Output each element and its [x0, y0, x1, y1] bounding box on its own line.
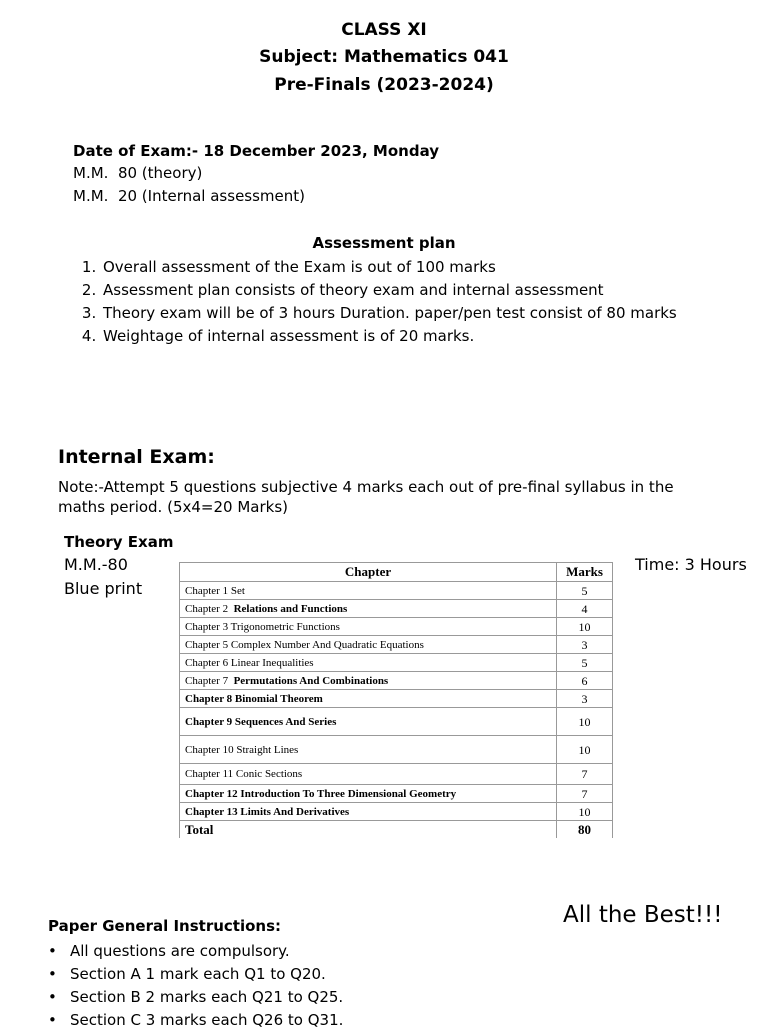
title-term: Pre-Finals (2023-2024): [274, 75, 494, 95]
column-header-chapter: Chapter: [180, 563, 557, 582]
chapter-name: Chapter 11 Conic Sections: [185, 768, 303, 780]
chapter-marks: 7: [557, 785, 613, 803]
total-marks: 80: [557, 821, 613, 839]
total-label: Total: [180, 821, 557, 839]
chapter-name-bold: Chapter 13 Limits And Derivatives: [185, 805, 350, 818]
chapter-marks: 10: [557, 803, 613, 821]
chapter-marks: 3: [557, 690, 613, 708]
chapter-name-bold: Chapter 8 Binomial Theorem: [185, 692, 323, 705]
theory-exam-heading: Theory Exam: [64, 533, 174, 551]
mm-internal: M.M. 20 (Internal assessment): [73, 187, 306, 205]
chapter-marks: 5: [557, 654, 613, 672]
instruction-item: • Section B 2 marks each Q21 to Q25.: [70, 986, 343, 1009]
table-row: [180, 582, 613, 600]
plan-item: 2. Assessment plan consists of theory exam and internal assessment: [101, 279, 768, 302]
blueprint-table: [179, 562, 613, 838]
table-row: [180, 785, 613, 803]
chapter-marks: 7: [557, 764, 613, 785]
table-total-row: [180, 821, 613, 839]
table-row: [180, 654, 613, 672]
blue-print-label: Blue print: [64, 579, 143, 598]
chapter-marks: 10: [557, 708, 613, 736]
chapter-name: Chapter 6 Linear Inequalities: [185, 656, 314, 669]
chapter-name: Chapter 3 Trigonometric Functions: [185, 620, 340, 633]
table-row: [180, 672, 613, 690]
chapter-marks: 3: [557, 636, 613, 654]
table-row: [180, 690, 613, 708]
mm-theory: M.M. 80 (theory): [73, 164, 203, 182]
table-row: [180, 803, 613, 821]
closing-message: All the Best!!!: [563, 902, 723, 928]
table-header-row: [180, 563, 613, 582]
chapter-marks: 10: [557, 618, 613, 636]
plan-item: 3. Theory exam will be of 3 hours Duration. paper/pen test consist of 80 marks: [101, 302, 768, 325]
table-row: [180, 636, 613, 654]
chapter-marks: 5: [557, 582, 613, 600]
plan-item: 4. Weightage of internal assessment is of 20 marks.: [101, 325, 768, 348]
chapter-name: Chapter 1 Set: [185, 584, 245, 597]
table-row: [180, 764, 613, 785]
chapter-name-bold: Relations and Functions: [233, 602, 348, 615]
chapter-name-bold: Chapter 9 Sequences And Series: [185, 715, 337, 728]
chapter-name-bold: Permutations And Combinations: [233, 674, 389, 687]
chapter-name: Chapter 5 Complex Number And Quadratic Equations: [185, 638, 424, 651]
table-row: [180, 708, 613, 736]
assessment-plan-list: [68, 256, 768, 348]
chapter-marks: 6: [557, 672, 613, 690]
chapter-name: Chapter 10 Straight Lines: [185, 743, 299, 756]
instruction-item: • Section A 1 mark each Q1 to Q20.: [70, 963, 343, 986]
internal-exam-heading: Internal Exam:: [58, 446, 215, 468]
chapter-name: Chapter 7: [185, 674, 234, 687]
instruction-item: • Section C 3 marks each Q26 to Q31.: [70, 1009, 343, 1032]
table-row: [180, 618, 613, 636]
plan-item: 1. Overall assessment of the Exam is out of 100 marks: [101, 256, 768, 279]
internal-exam-note: Note:-Attempt 5 questions subjective 4 marks each out of pre-final syllabus in the maths period. (5x4=20 Marks): [58, 478, 674, 516]
chapter-name-bold: Chapter 12 Introduction To Three Dimensional Geometry: [185, 787, 457, 800]
title-subject: Subject: Mathematics 041: [259, 47, 509, 67]
table-row: [180, 736, 613, 764]
instructions-heading: Paper General Instructions:: [48, 917, 282, 935]
theory-mm: M.M.-80: [64, 555, 128, 574]
chapter-marks: 4: [557, 600, 613, 618]
instructions-list: [48, 940, 343, 1032]
chapter-name: Chapter 2: [185, 602, 234, 615]
instruction-item: • All questions are compulsory.: [70, 940, 343, 963]
assessment-plan-title: Assessment plan: [312, 234, 456, 252]
column-header-marks: Marks: [557, 563, 613, 582]
exam-time: Time: 3 Hours: [635, 555, 747, 574]
title-class: CLASS XI: [341, 20, 427, 40]
chapter-marks: 10: [557, 736, 613, 764]
exam-date: Date of Exam:- 18 December 2023, Monday: [73, 142, 440, 160]
table-row: [180, 600, 613, 618]
